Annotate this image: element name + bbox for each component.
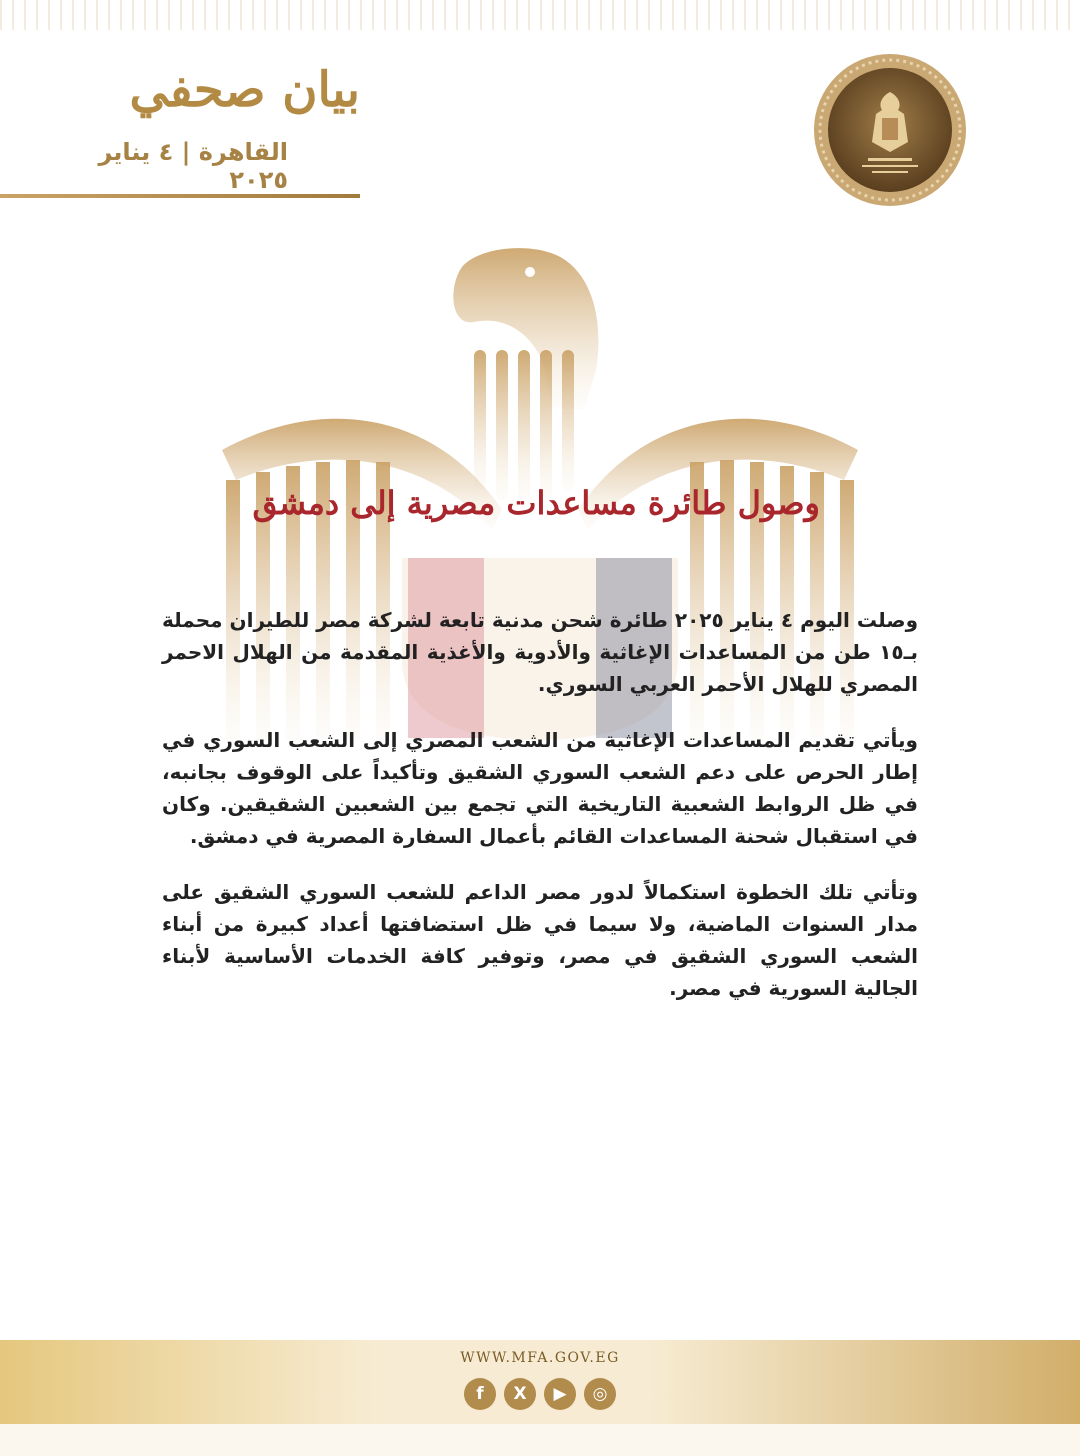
paragraph: وصلت اليوم ٤ يناير ٢٠٢٥ طائرة شحن مدنية تابعة لشركة مصر للطيران محملة بـ١٥ طن من المساعدات الإغاثية والأدوية والأغذية المقدمة من الهلال الاحمر المصري للهلال الأحمر العربي السوري. — [162, 608, 919, 696]
facebook-icon[interactable]: f — [464, 1378, 496, 1410]
social-links — [464, 1378, 616, 1410]
header-divider — [0, 194, 360, 198]
document-title: وصول طائرة مساعدات مصرية إلى دمشق — [252, 484, 820, 522]
top-decorative-border — [0, 0, 1080, 30]
date-line: القاهرة | ٤ يناير ٢٠٢٥ — [98, 138, 288, 194]
paragraph: ويأتي تقديم المساعدات الإغاثية من الشعب المصري إلى الشعب السوري في إطار الحرص على دعم الشعب السوري الشقيق وتأكيداً على الوقوف بجانبه، في ظل الروابط الشعبية التاريخية التي تجمع بين الشعبين الشقيقين. وكان في استقبال شحنة المساعدات القائم بأعمال السفارة المصرية في دمشق. — [162, 728, 918, 848]
instagram-icon[interactable]: ◎ — [584, 1378, 616, 1410]
page-title: بيان صحفي — [129, 62, 360, 118]
youtube-icon[interactable]: ▶ — [544, 1378, 576, 1410]
paragraph: وتأتي تلك الخطوة استكمالاً لدور مصر الداعم للشعب السوري الشقيق على مدار السنوات الماضية، ولا سيما في ظل استضافتها أعداد كبيرة من أبناء الشعب السوري الشقيق في مصر، وتوفير كافة الخدمات الأساسية لأبناء الجالية السورية في مصر. — [162, 880, 918, 1000]
x-icon[interactable]: X — [504, 1378, 536, 1410]
website-url[interactable]: WWW.MFA.GOV.EG — [460, 1350, 620, 1366]
body-text — [162, 604, 918, 1028]
bottom-decorative-border — [0, 1424, 1080, 1456]
ministry-seal-logo — [812, 52, 968, 208]
